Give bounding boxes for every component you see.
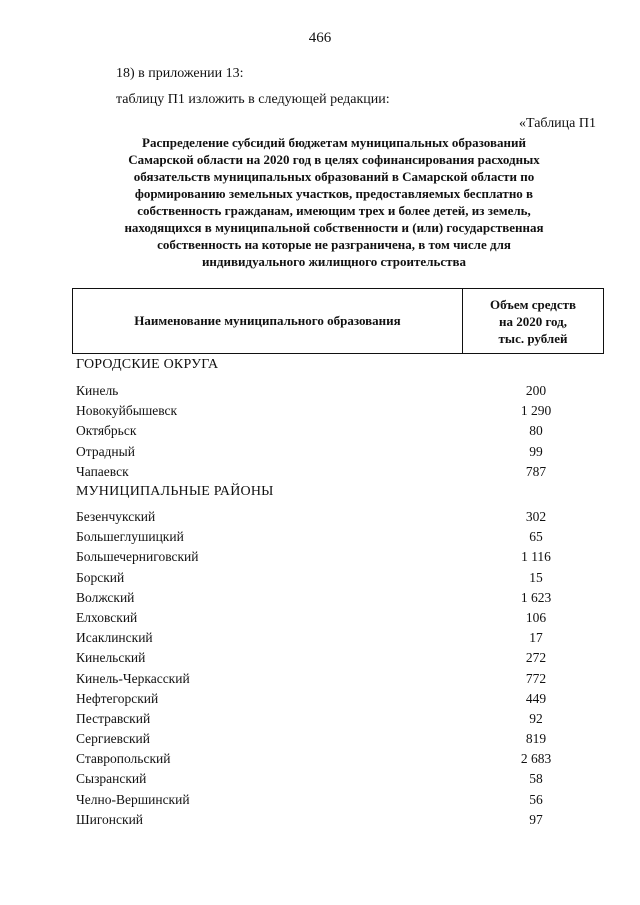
row-name: Чапаевск: [76, 463, 129, 479]
row-name: Новокуйбышевск: [76, 403, 178, 419]
row-name: Сергиевский: [76, 731, 150, 747]
table-row: [76, 769, 606, 789]
table-row: [76, 709, 606, 729]
row-value: 15: [529, 569, 543, 585]
section-title-city-districts: ГОРОДСКИЕ ОКРУГА: [76, 357, 219, 372]
row-value: 56: [529, 791, 543, 807]
column-header-volume-line: на 2020 год,: [498, 313, 568, 329]
amendment-item: 18) в приложении 13:: [116, 66, 244, 81]
page-number: 466: [308, 30, 332, 46]
table-row: [76, 648, 606, 668]
table-row: [76, 608, 606, 628]
row-value: 2 683: [520, 751, 552, 767]
row-value: 17: [529, 630, 543, 646]
row-name: Кинель: [76, 383, 119, 398]
row-value: 80: [529, 423, 543, 439]
row-name: Кинель-Черкасский: [76, 670, 190, 686]
table-row: [76, 401, 606, 421]
row-name: Ставропольский: [76, 751, 171, 767]
title-line: Самарской области на 2020 год в целях софинансирования расходных: [128, 152, 540, 167]
section-title-municipal-districts: МУНИЦИПАЛЬНЫЕ РАЙОНЫ: [76, 484, 274, 499]
title-line: собственность на которые не разграничена, в том числе для: [157, 237, 511, 252]
row-value: 58: [529, 771, 543, 787]
title-line: собственность гражданам, имеющим трех и более детей, из земель,: [137, 203, 531, 218]
table-row: [76, 547, 606, 567]
row-name: Борский: [76, 569, 125, 585]
row-name: Октябрьск: [76, 423, 137, 439]
table-row: [76, 588, 606, 608]
row-name: Сызранский: [76, 771, 147, 787]
title-line: находящихся в муниципальной собственности и (или) государственная: [124, 220, 544, 235]
table-row: [76, 669, 606, 689]
title-line: индивидуального жилищного строительства: [201, 254, 467, 269]
table-row: [76, 749, 606, 769]
row-value: 772: [525, 670, 547, 686]
row-value: 1 116: [521, 549, 551, 565]
row-name: Елховский: [76, 609, 138, 625]
row-name: Челно-Вершинский: [76, 791, 190, 807]
table-header: [72, 288, 604, 354]
table-row: [76, 790, 606, 810]
table-row: [76, 729, 606, 749]
row-name: Безенчукский: [76, 509, 156, 524]
table-row: [76, 628, 606, 648]
table-row: [76, 442, 606, 462]
column-header-volume-line: тыс. рублей: [498, 330, 568, 346]
table-reference: «Таблица П1: [519, 116, 596, 131]
row-value: 449: [525, 690, 547, 706]
title-line: Распределение субсидий бюджетам муниципальных образований: [142, 135, 526, 150]
row-value: 99: [529, 443, 543, 459]
municipal-districts-list: [76, 507, 606, 830]
row-value: 65: [529, 529, 543, 545]
row-value: 272: [525, 650, 547, 666]
table-row: [76, 462, 606, 482]
table-row: [76, 381, 606, 401]
table-row: [76, 421, 606, 441]
row-name: Волжский: [76, 589, 135, 605]
row-name: Большеглушицкий: [76, 529, 184, 545]
column-header-volume: [463, 289, 603, 353]
row-name: Пестравский: [76, 710, 151, 726]
row-value: 1 623: [520, 589, 552, 605]
amendment-instruction: таблицу П1 изложить в следующей редакции:: [116, 92, 390, 107]
column-header-name: Наименование муниципального образования: [73, 289, 463, 353]
row-value: 97: [529, 811, 543, 827]
row-name: Исаклинский: [76, 630, 153, 646]
row-name: Нефтегорский: [76, 690, 159, 706]
row-name: Кинельский: [76, 650, 146, 666]
table-row: [76, 689, 606, 709]
table-title: [60, 134, 608, 270]
row-value: 787: [525, 463, 547, 479]
title-line: обязательств муниципальных образований в Самарской области по: [133, 169, 535, 184]
row-value: 200: [525, 383, 547, 398]
city-districts-list: [76, 381, 606, 482]
row-value: 302: [525, 509, 547, 524]
row-value: 92: [529, 710, 543, 726]
row-value: 1 290: [520, 403, 552, 419]
column-header-volume-line: Объем средств: [489, 296, 577, 312]
row-name: Отрадный: [76, 443, 135, 459]
table-row: [76, 568, 606, 588]
row-value: 106: [525, 609, 547, 625]
table-row: [76, 527, 606, 547]
table-row: [76, 810, 606, 830]
table-row: [76, 507, 606, 527]
row-name: Шигонский: [76, 811, 144, 827]
title-line: формированию земельных участков, предоставляемых бесплатно в: [134, 186, 534, 201]
row-name: Большечерниговский: [76, 549, 199, 565]
row-value: 819: [525, 731, 547, 747]
